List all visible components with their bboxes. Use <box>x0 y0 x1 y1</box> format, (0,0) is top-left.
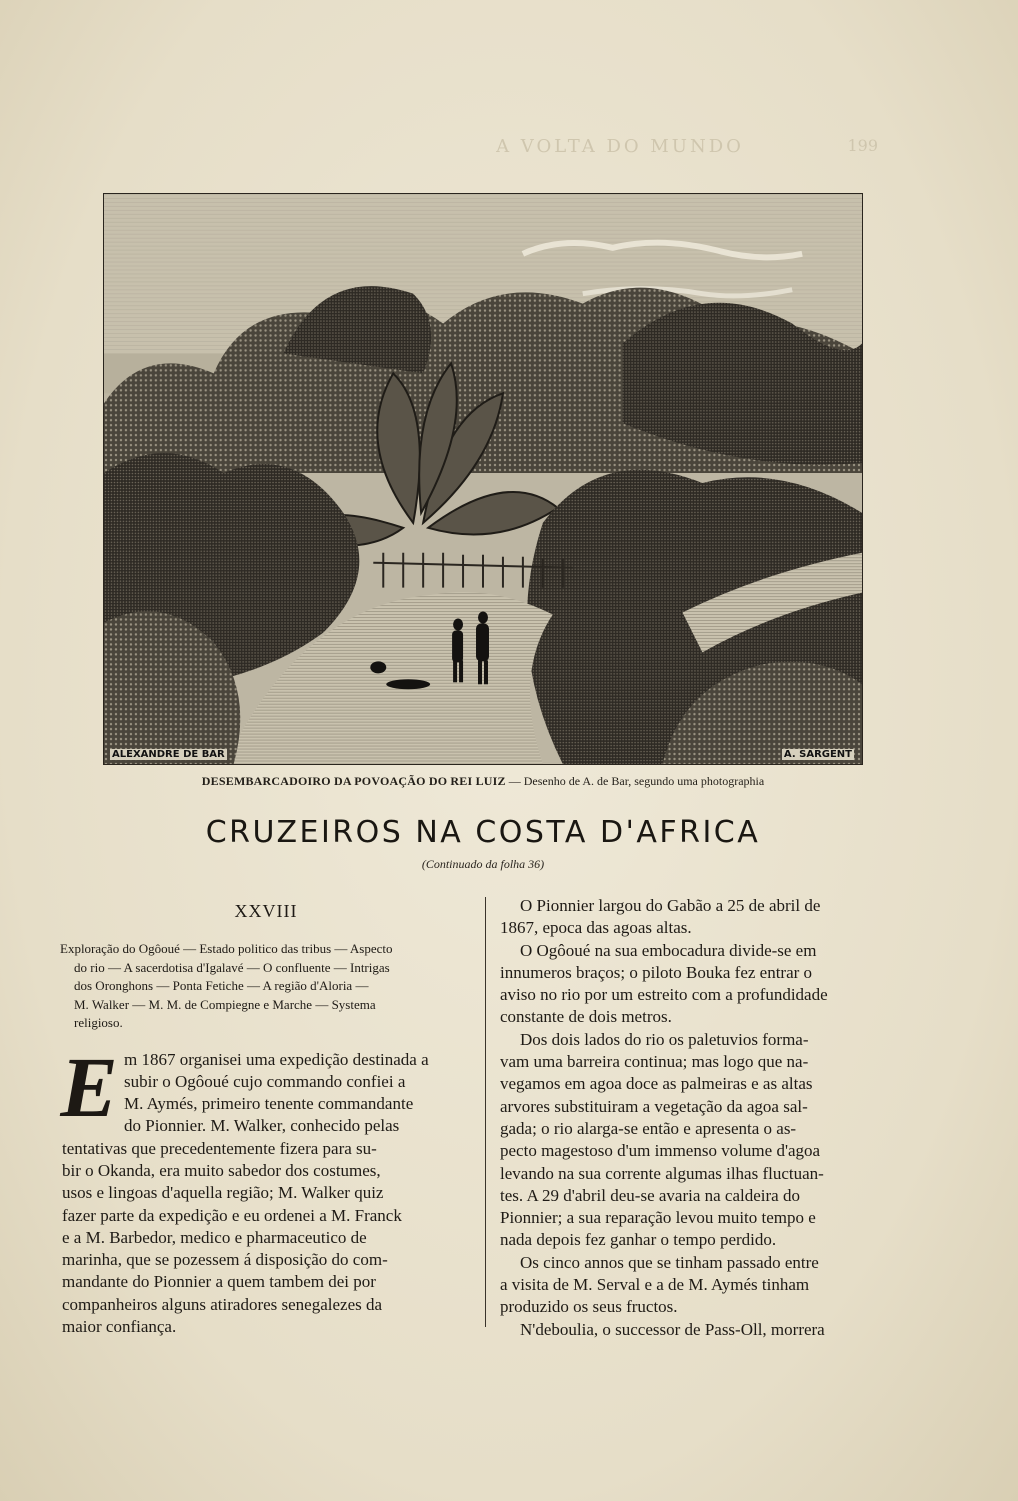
paragraph <box>500 1029 896 1252</box>
body-line: N'deboulia, o successor de Pass-Oll, morrera <box>520 1319 825 1339</box>
body-line: vegamos em agoa doce as palmeiras e as altas <box>500 1074 813 1094</box>
engraving-illustration <box>103 193 863 765</box>
engraver-signature-right: A. SARGENT <box>783 749 852 760</box>
body-line: e a M. Barbedor, medico e pharmaceutico de <box>62 1227 367 1247</box>
left-column <box>62 895 470 1338</box>
body-line: M. Aymés, primeiro tenente commandante <box>124 1094 414 1114</box>
body-line: do Pionnier. M. Walker, conhecido pelas <box>124 1116 400 1136</box>
paragraph <box>500 1319 896 1341</box>
summary-line: Exploração do Ogôoué — Estado politico das tribus — Aspecto <box>60 941 393 956</box>
body-line: levando na sua corrente algumas ilhas fluctuan- <box>500 1163 824 1183</box>
summary-line: do rio — A sacerdotisa d'Igalavé — O confluente — Intrigas <box>74 959 390 975</box>
body-line: m 1867 organisei uma expedição destinada a <box>124 1049 429 1069</box>
body-line: marinha, que se pozessem á disposição do com- <box>62 1250 388 1270</box>
paragraph <box>500 940 896 1029</box>
caption-title: DESEMBARCADOIRO DA POVOAÇÃO DO REI LUIZ <box>201 774 506 788</box>
body-line: innumeros braços; o piloto Bouka fez entrar o <box>500 962 813 982</box>
illustration-caption <box>103 774 863 789</box>
body-line: maior confiança. <box>62 1317 177 1337</box>
body-line: subir o Ogôoué cujo commando confiei a <box>124 1071 406 1091</box>
section-number: XXVIII <box>234 901 298 921</box>
paragraph <box>500 895 896 940</box>
right-column <box>500 895 896 1341</box>
body-line: tes. A 29 d'abril deu-se avaria na caldeira do <box>500 1185 800 1205</box>
paragraph <box>500 1252 896 1319</box>
drop-cap-letter: E <box>60 1038 118 1135</box>
body-line: O Pionnier largou do Gabão a 25 de abril de <box>520 896 821 915</box>
article-title: CRUZEIROS NA COSTA D'AFRICA <box>205 815 761 850</box>
body-line: Dos dois lados do rio os paletuvios forma- <box>520 1029 809 1049</box>
landscape-engraving <box>104 194 862 764</box>
summary-line: religioso. <box>74 1015 123 1030</box>
body-line: tentativas que precedentemente fizera para su- <box>62 1138 377 1158</box>
caption-credit: — Desenho de A. de Bar, segundo uma photographia <box>505 774 765 788</box>
body-line: mandante do Pionnier a quem tambem dei por <box>62 1272 376 1292</box>
body-line: usos e lingoas d'aquella região; M. Walker quiz <box>62 1183 384 1203</box>
column-divider <box>485 897 486 1327</box>
body-line: fazer parte da expedição e eu ordenei a M. Franck <box>62 1205 402 1225</box>
body-line: produzido os seus fructos. <box>500 1297 678 1317</box>
left-body-text <box>60 1038 470 1339</box>
body-line: O Ogôoué na sua embocadura divide-se em <box>520 940 817 960</box>
body-line: Os cinco annos que se tinham passado entre <box>520 1252 819 1272</box>
body-line: Pionnier; a sua reparação levou muito tempo e <box>500 1208 816 1228</box>
body-line: companheiros alguns atiradores senegalezes da <box>62 1294 383 1314</box>
body-line: a visita de M. Serval e a de M. Aymés tinham <box>500 1275 810 1295</box>
summary-line: M. Walker — M. M. de Compiegne e Marche — Systema <box>74 996 376 1012</box>
body-line: aviso no rio por um estreito com a profundidade <box>500 985 828 1005</box>
body-line: arvores substituiram a vegetação da agoa sal- <box>500 1096 808 1116</box>
body-line: pecto magestoso d'um immenso volume d'agoa <box>500 1141 821 1161</box>
body-line: vam uma barreira continua; mas logo que na- <box>500 1052 809 1072</box>
page-number: 199 <box>847 136 878 155</box>
summary-line: dos Oronghons — Ponta Fetiche — A região d'Aloria — <box>74 978 369 993</box>
body-line: constante de dois metros. <box>500 1007 672 1027</box>
body-line: nada depois fez ganhar o tempo perdido. <box>500 1230 777 1250</box>
body-line: 1867, epoca das agoas altas. <box>500 918 692 938</box>
engraver-signature-left: ALEXANDRE DE BAR <box>112 749 225 760</box>
body-line: bir o Okanda, era muito sabedor dos costumes, <box>62 1160 381 1180</box>
chapter-summary <box>62 940 470 1033</box>
article-subtitle: (Continuado da folha 36) <box>421 857 545 871</box>
running-header: A VOLTA DO MUNDO <box>496 136 744 157</box>
body-line: gada; o rio alarga-se então e apresenta o as- <box>500 1118 797 1138</box>
